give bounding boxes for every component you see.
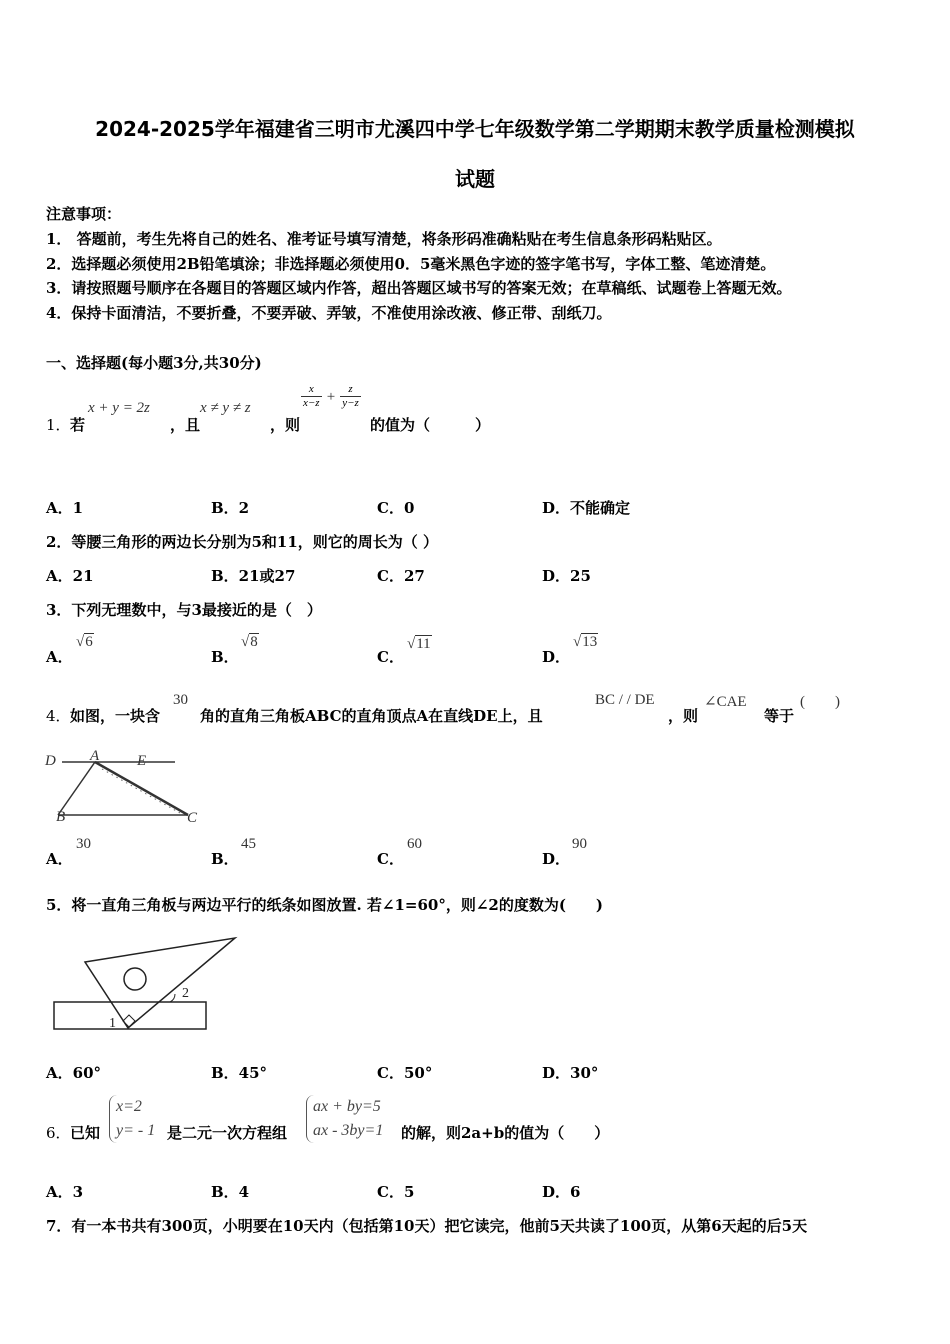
option-d[interactable]: D． (542, 648, 571, 666)
question-text: 7．有一本书共有300页，小明要在10天内（包括第10天）把它读完，他前5天共读了100页，从第6天起的后5天 (46, 1217, 808, 1235)
option-d[interactable]: D．30° (542, 1064, 599, 1082)
math-expression: ∠CAE (704, 694, 747, 710)
label-e: E (137, 753, 147, 769)
equation: ax + by=5 (313, 1098, 381, 1115)
radicand: 6 (85, 634, 93, 650)
equation: y= - 1 (116, 1122, 156, 1139)
radicand: 13 (582, 634, 598, 650)
label-b: B (56, 809, 66, 825)
option-d[interactable]: D．6 (542, 1183, 581, 1201)
equation: ax - 3by=1 (313, 1122, 384, 1139)
answer-paren: ( ) (800, 694, 840, 710)
option-c[interactable]: C．50° (377, 1064, 433, 1082)
radical-sign: √ (407, 636, 416, 652)
question-text: 已知 (70, 1124, 101, 1142)
option-d[interactable]: D． (542, 850, 571, 868)
triangle-figure (40, 745, 210, 830)
question-number: 4． (46, 707, 71, 725)
math-expression: 30 (173, 692, 188, 708)
option-c[interactable]: C． (377, 850, 404, 868)
question-text: ，则 (668, 707, 699, 725)
math-expression: x ≠ y ≠ z (200, 400, 251, 416)
option-c[interactable]: C． (377, 648, 404, 666)
radical-sign: √ (241, 634, 250, 650)
option-d[interactable]: D．不能确定 (542, 499, 631, 517)
fraction-denominator: x−z (303, 397, 320, 409)
option-value: 90 (572, 836, 587, 852)
question-text: 2．等腰三角形的两边长分别为5和11，则它的周长为（ ） (46, 533, 438, 551)
option-c[interactable]: C．5 (377, 1183, 415, 1201)
math-expression: BC / / DE (595, 692, 655, 708)
question-text: 如图，一块含 (70, 707, 161, 725)
option-b[interactable]: B．21或27 (211, 567, 296, 585)
fraction-numerator: x (308, 383, 314, 395)
radical-expression (76, 634, 94, 651)
question-text: 3．下列无理数中，与3最接近的是（ ） (46, 601, 322, 619)
note-item: 3．请按照题号顺序在各题目的答题区域内作答，超出答题区域书写的答案无效；在草稿纸、试题卷上答题无效。 (46, 279, 792, 297)
option-b[interactable]: B．4 (211, 1183, 250, 1201)
question-text: 若 (70, 416, 86, 434)
equation-system (306, 1095, 383, 1143)
question-text: ，且 (170, 416, 201, 434)
option-a[interactable]: A．21 (46, 567, 94, 585)
section-heading: 一、选择题(每小题3分,共30分) (46, 354, 262, 372)
question-text: 的解，则2a+b的值为（ ） (401, 1124, 610, 1142)
math-expression: x + y = 2z (88, 400, 150, 416)
option-b[interactable]: B． (211, 648, 239, 666)
question-number: 6． (46, 1124, 71, 1142)
radicand: 11 (416, 636, 431, 652)
set-square-figure (50, 935, 240, 1035)
option-a[interactable]: A． (46, 648, 73, 666)
solution-system (109, 1095, 155, 1143)
option-d[interactable]: D．25 (542, 567, 591, 585)
radical-sign: √ (76, 634, 85, 650)
question-number: 1． (46, 416, 71, 434)
fraction-denominator: y−z (342, 397, 359, 409)
radical-expression (241, 634, 259, 651)
question-text: 角的直角三角板ABC的直角顶点A在直线DE上，且 (200, 707, 543, 725)
radical-expression (573, 634, 598, 651)
page-title-continued: 试题 (455, 167, 495, 191)
option-value: 45 (241, 836, 256, 852)
angle-2-label: 2 (182, 986, 189, 1001)
option-a[interactable]: A． (46, 850, 73, 868)
note-item: 1． 答题前，考生先将自己的姓名、准考证号填写清楚，将条形码准确粘贴在考生信息条形码粘贴区。 (46, 230, 722, 248)
option-a[interactable]: A．60° (46, 1064, 102, 1082)
option-value: 30 (76, 836, 91, 852)
label-d: D (45, 753, 56, 769)
question-text: ，则 (270, 416, 301, 434)
fraction-numerator: z (348, 383, 353, 395)
option-c[interactable]: C．0 (377, 499, 415, 517)
radical-expression (407, 636, 432, 653)
option-b[interactable]: B．45° (211, 1064, 268, 1082)
notes-heading: 注意事项： (46, 205, 122, 223)
page-title: 2024-2025学年福建省三明市尤溪四中学七年级数学第二学期期末教学质量检测模拟 (95, 117, 855, 141)
radical-sign: √ (573, 634, 582, 650)
label-c: C (187, 810, 198, 826)
equation: x=2 (116, 1098, 142, 1115)
option-a[interactable]: A．3 (46, 1183, 84, 1201)
question-text: 是二元一次方程组 (167, 1124, 288, 1142)
note-item: 2．选择题必须使用2B铅笔填涂；非选择题必须使用0．5毫米黑色字迹的签字笔书写，字体工整、笔迹清楚。 (46, 255, 776, 273)
question-text: 等于 (764, 707, 795, 725)
option-c[interactable]: C．27 (377, 567, 425, 585)
radicand: 8 (250, 634, 258, 650)
fraction-expression (301, 383, 361, 410)
note-item: 4．保持卡面清洁，不要折叠，不要弄破、弄皱，不准使用涂改液、修正带、刮纸刀。 (46, 304, 612, 322)
option-a[interactable]: A．1 (46, 499, 84, 517)
option-value: 60 (407, 836, 422, 852)
question-text: 的值为（ ） (370, 416, 491, 434)
angle-1-label: 1 (109, 1016, 116, 1031)
option-b[interactable]: B．2 (211, 499, 250, 517)
plus-sign: + (326, 389, 336, 405)
question-text: 5．将一直角三角板与两边平行的纸条如图放置. 若∠1=60°，则∠2的度数为( ) (46, 896, 604, 914)
option-b[interactable]: B． (211, 850, 239, 868)
label-a: A (90, 748, 100, 764)
